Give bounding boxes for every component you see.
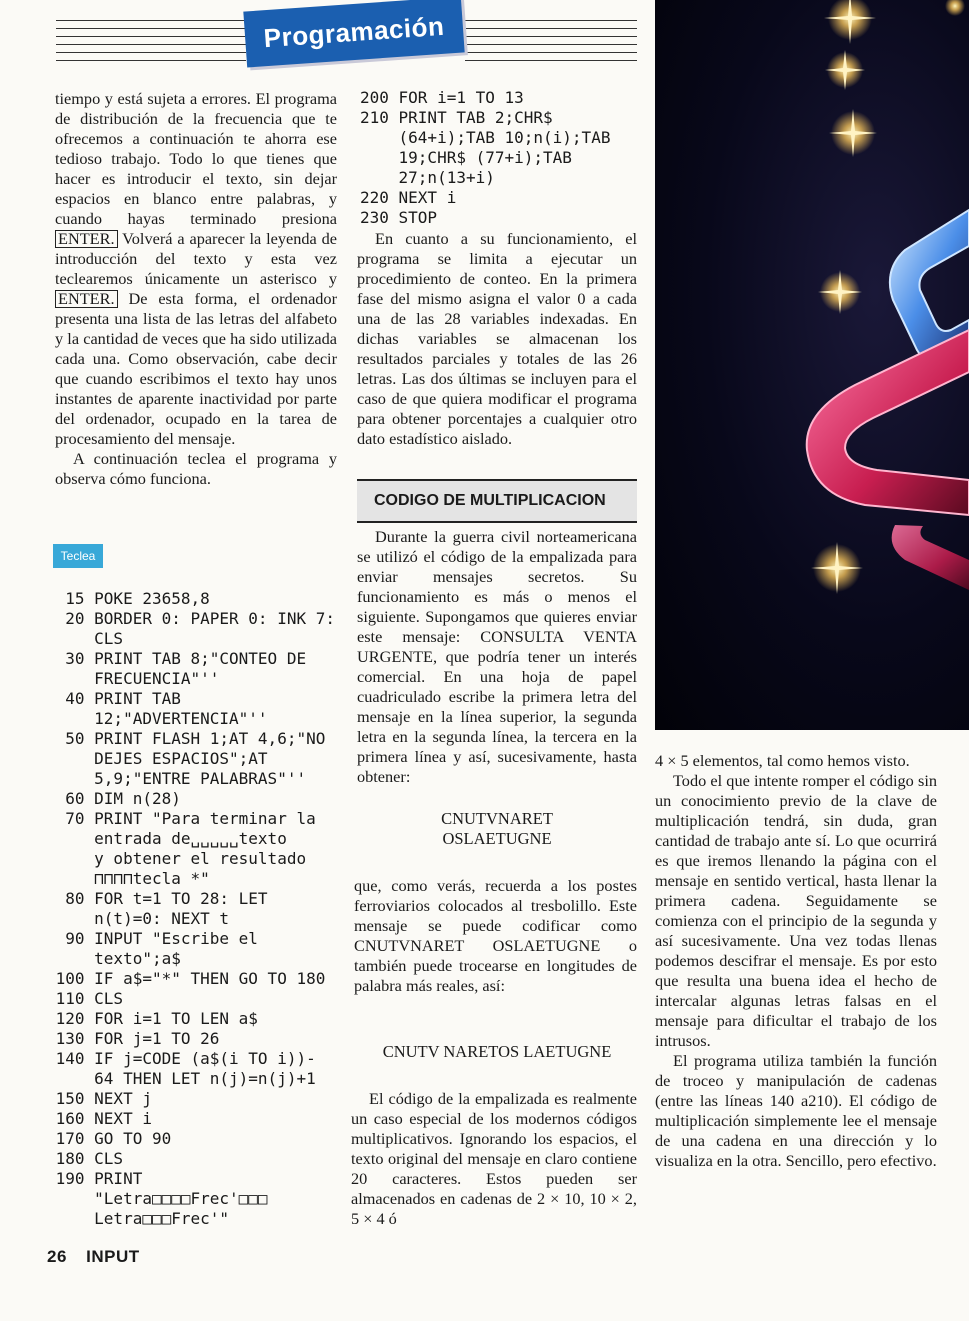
program-listing-left [46, 589, 335, 1229]
program-line: 100 IF a$="*" THEN GO TO 180 [46, 969, 326, 988]
enter-key-label-2: ENTER. [55, 290, 118, 308]
page-footer [47, 1247, 140, 1267]
program-line: (64+i);TAB 10;n(i);TAB [360, 128, 611, 147]
program-line: 27;n(13+i) [360, 168, 495, 187]
left-paragraph-1 [55, 89, 337, 449]
program-line: entrada de␣␣␣␣␣texto [46, 829, 287, 848]
page-number: 26 [47, 1247, 67, 1266]
program-line: 210 PRINT TAB 2;CHR$ [360, 108, 553, 127]
section-heading-box [357, 479, 637, 523]
program-line: 50 PRINT FLASH 1;AT 4,6;"NO [46, 729, 326, 748]
program-line: 160 NEXT i [46, 1109, 152, 1128]
cipher-line-2: OSLAETUGNE [442, 829, 552, 848]
program-line: 80 FOR t=1 TO 28: LET [46, 889, 268, 908]
right-paragraph-1: 4 × 5 elementos, tal como hemos visto. [655, 751, 910, 770]
neon-illustration [655, 0, 969, 730]
left-paragraph-2: A continuación teclea el programa y observa cómo funciona. [55, 449, 337, 488]
enter-key-label: ENTER. [55, 230, 118, 248]
middle-paragraph-2-text: Durante la guerra civil norteamericana se utilizó el código de la empalizada para enviar mensajes secretos. Su funcionamiento es más o menos el siguiente. Supongamos que quieres enviar este mensaje: CONSULTA VENTA URGENTE, que podría tener un interés comercial. En una hoja de papel cuadriculado escribe la primera letra del mensaje en la línea superior, la segunda letra en la segunda línea, la tercera en la primera línea y así, sucesivamente, hasta obtener: [357, 527, 637, 786]
program-line: 60 DIM n(28) [46, 789, 181, 808]
section-banner [243, 0, 464, 68]
right-paragraph-2: Todo el que intente romper el código sin un conocimiento previo de la clave de multiplicación tendrá, sin duda, gran cantidad de trabajo ante sí. Lo que ocurrirá es que iremos llenando la página con el mensaje en sentido vertical, hasta llenar la primera cadena. Seguidamente se comienza con el principio de la segunda y así sucesivamente. Una vez todas llenas podemos descifrar el mensaje. Es por esto que resulta una buena idea el hecho de intercalar algunas letras falsas en el mensaje para dificultar el trabajo de los intrusos. [655, 771, 937, 1050]
program-line: "Letra□□□□Frec'□□□ [46, 1189, 268, 1208]
program-line: FRECUENCIA"'' [46, 669, 220, 688]
program-line: 140 IF j=CODE (a$(i TO i))- [46, 1049, 316, 1068]
middle-paragraph-2 [357, 527, 637, 787]
teclea-tag: Teclea [53, 544, 103, 568]
right-column-text [655, 751, 937, 1171]
middle-paragraph-3-text: que, como verás, recuerda a los postes ferroviarios colocados al tresbolillo. Este mensaje se puede codificar como CNUTVNARET OSLAETUGNE o también puede trocearse en longitudes de palabra más reales, así: [354, 876, 637, 995]
program-line: 220 NEXT i [360, 188, 457, 207]
cipher-line-1: CNUTVNARET [441, 809, 553, 828]
header-rules-right [465, 20, 637, 60]
left-paragraph-1-part-c: De esta forma, el ordenador presenta una lista de las letras del alfabeto y la cantidad de veces que ha sido utilizada cada una. Como observación, cabe decir que cuando escribimos el texto hay unos instantes de aparente inactividad por parte del ordenador, ocupado en la tarea de procesamiento del mensaje. [55, 289, 337, 448]
program-line: CLS [46, 629, 124, 648]
middle-paragraph-1-text: En cuanto a su funcionamiento, el programa se limita a ejecutar un procedimiento de conteo. En la primera fase del mismo asigna el valor 0 a cada una de las 28 variables indexadas. En dichas variables se almacenan los resultados parciales y totales de las 26 letras. Las dos últimas se incluyen para el caso de que quiera modificar el programa para obtener porcentajes a cualquier otro dato estadístico aislado. [357, 229, 637, 448]
neon-illustration-svg [655, 0, 969, 730]
middle-paragraph-1 [357, 229, 637, 449]
program-line: 19;CHR$ (77+i);TAB [360, 148, 572, 167]
program-line: 70 PRINT "Para terminar la [46, 809, 316, 828]
cipher-split [357, 1042, 637, 1062]
section-heading: CODIGO DE MULTIPLICACION [374, 492, 606, 509]
middle-paragraph-4 [351, 1089, 637, 1229]
program-line: 90 INPUT "Escribe el [46, 929, 258, 948]
program-line: 40 PRINT TAB [46, 689, 181, 708]
program-listing-right [360, 88, 610, 228]
program-line: texto";a$ [46, 949, 181, 968]
left-column-text [55, 89, 337, 489]
program-line: 170 GO TO 90 [46, 1129, 172, 1148]
program-line: 12;"ADVERTENCIA"'' [46, 709, 268, 728]
header-rules-left [56, 20, 246, 60]
cipher-block [357, 809, 637, 849]
program-line: 180 CLS [46, 1149, 124, 1168]
section-title: Programación [262, 10, 446, 54]
program-line: ⊓⊓⊓⊓tecla *" [46, 869, 210, 888]
right-paragraph-3: El programa utiliza también la función de troceo y manipulación de cadenas (entre las líneas 140 a210). El código de multiplicación simplemente lee el mensaje de una cadena en una dirección y lo visualiza en la otra. Sencillo, pero efectivo. [655, 1051, 937, 1170]
program-line: DEJES ESPACIOS";AT [46, 749, 268, 768]
program-line: 30 PRINT TAB 8;"CONTEO DE [46, 649, 307, 668]
middle-paragraph-4-text: El código de la empalizada es realmente un caso especial de los modernos códigos multiplicativos. Ignorando los espacios, el texto original del mensaje en claro contiene 20 caracteres. Estos pueden ser almacenados en cadenas de 2 × 10, 10 × 2, 5 × 4 ó [351, 1089, 637, 1228]
program-line: 190 PRINT [46, 1169, 143, 1188]
middle-paragraph-3 [354, 876, 637, 996]
program-line: 120 FOR i=1 TO LEN a$ [46, 1009, 258, 1028]
program-line: 5,9;"ENTRE PALABRAS"'' [46, 769, 307, 788]
program-line: 15 POKE 23658,8 [46, 589, 210, 608]
left-paragraph-1-part-b: Volverá a aparecer la leyenda de introducción del texto y esta vez teclearemos únicamente un asterisco y [55, 229, 337, 288]
cipher-split-text: CNUTV NARETOS LAETUGNE [382, 1042, 612, 1061]
program-line: 200 FOR i=1 TO 13 [360, 88, 524, 107]
left-paragraph-1-part-a: tiempo y está sujeta a errores. El programa de distribución de la frecuencia que te ofrecemos a continuación te ahorra ese tedioso trabajo. Todo lo que tienes que hacer es introducir el texto, sin dejar espacios en blanco entre palabras, y cuando hayas terminado presiona [55, 89, 337, 228]
program-line: 64 THEN LET n(j)=n(j)+1 [46, 1069, 316, 1088]
program-line: 130 FOR j=1 TO 26 [46, 1029, 220, 1048]
program-line: Letra□□□Frec'" [46, 1209, 230, 1228]
program-line: 20 BORDER 0: PAPER 0: INK 7: [46, 609, 335, 628]
program-line: 230 STOP [360, 208, 438, 227]
program-line: y obtener el resultado [46, 849, 307, 868]
program-line: n(t)=0: NEXT t [46, 909, 230, 928]
program-line: 110 CLS [46, 989, 124, 1008]
magazine-name: INPUT [86, 1247, 140, 1266]
program-line: 150 NEXT j [46, 1089, 152, 1108]
